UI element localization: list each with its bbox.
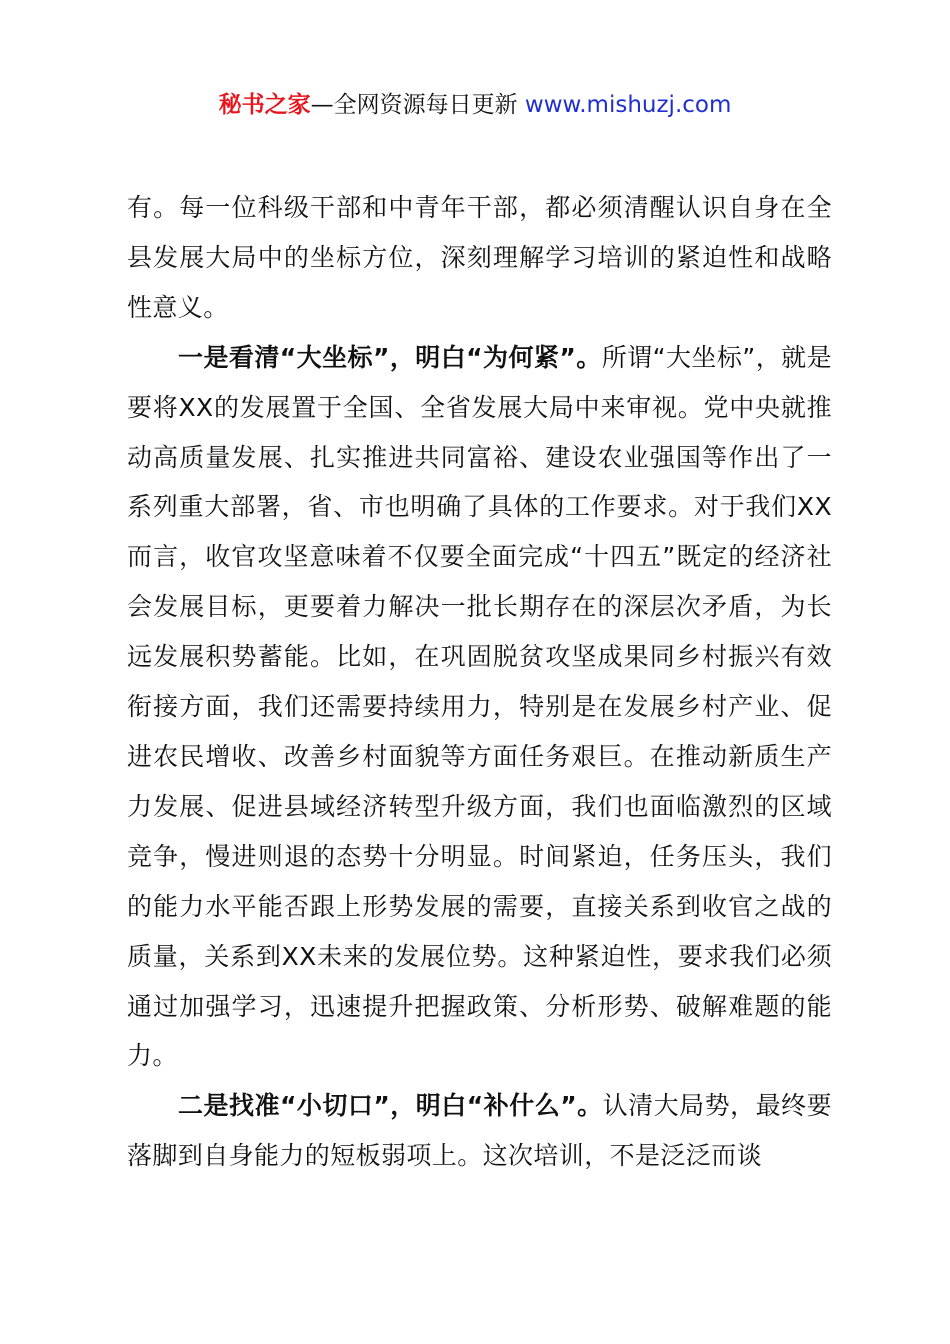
paragraph-lead-heading: 二是找准“小切口”，明白“补什么”。: [178, 1091, 603, 1121]
paragraph-text: 所谓“大坐标”，就是要将XX的发展置于全国、全省发展大局中来审视。党中央就推动高质量发展、扎实推进共同富裕、建设农业强国等作出了一系列重大部署，省、市也明确了具体的工作要求。对于我们XX而言，收官攻坚意味着不仅要全面完成“十四五”既定的经济社会发展目标，更要着力解决一批长期存在的深层次矛盾，为长远发展积势蓄能。比如，在巩固脱贫攻坚成果同乡村振兴有效衔接方面，我们还需要持续用力，特别是在发展乡村产业、促进农民增收、改善乡村面貌等方面任务艰巨。在推动新质生产力发展、促进县域经济转型升级方面，我们也面临激烈的区域竞争，慢进则退的态势十分明显。时间紧迫，任务压头，我们的能力水平能否跟上形势发展的需要，直接关系到收官之战的质量，关系到XX未来的发展位势。这种紧迫性，要求我们必须通过加强学习，迅速提升把握政策、分析形势、破解难题的能力。: [127, 342, 832, 1071]
site-header: [0, 89, 950, 121]
paragraph-point-two: [127, 1081, 832, 1181]
paragraph-text: 认清大局势，最终要落脚到自身能力的短板弱项上。这次培训，不是泛泛而谈: [127, 1091, 832, 1171]
site-brand: 秘书之家: [218, 92, 311, 118]
site-url-link[interactable]: www.mishuzj.com: [524, 92, 732, 118]
paragraph-point-one: [127, 333, 832, 1082]
paragraph-continuation: [127, 183, 832, 333]
document-body: [127, 183, 832, 1181]
paragraph-lead-heading: 一是看清“大坐标”，明白“为何紧”。: [178, 342, 602, 372]
paragraph-text: 有。每一位科级干部和中青年干部，都必须清醒认识自身在全县发展大局中的坐标方位，深刻理解学习培训的紧迫性和战略性意义。: [127, 193, 832, 322]
site-tagline: —全网资源每日更新: [310, 92, 518, 118]
